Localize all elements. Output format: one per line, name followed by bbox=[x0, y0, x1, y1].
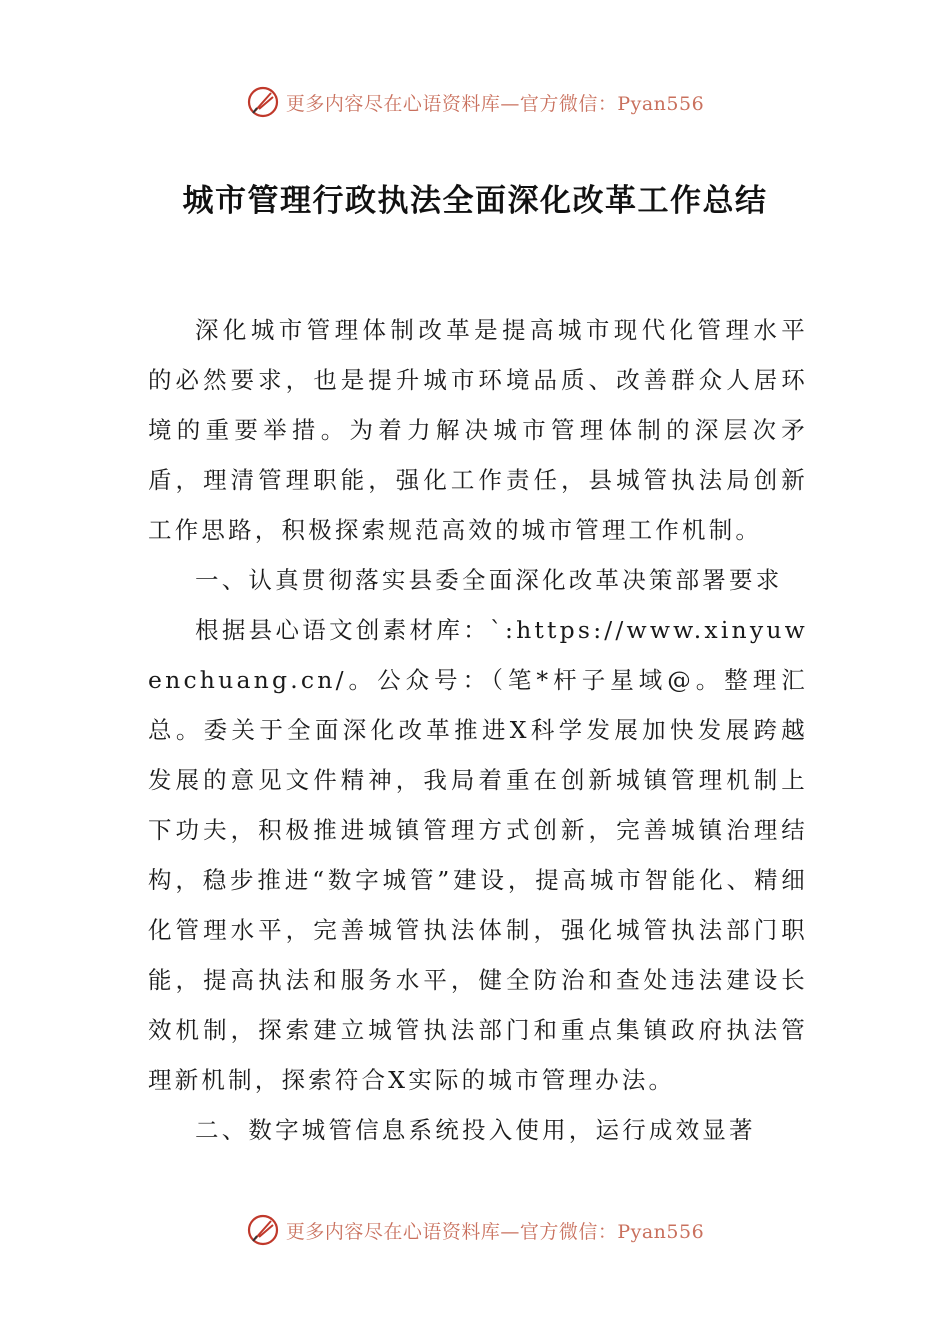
section-heading-2: 二、数字城管信息系统投入使用，运行成效显著 bbox=[195, 1116, 756, 1144]
quill-logo-icon bbox=[246, 1213, 280, 1247]
watermark-text: 更多内容尽在心语资料库—官方微信：Pyan556 bbox=[285, 92, 705, 115]
document-body bbox=[148, 305, 808, 1155]
quill-logo-icon bbox=[246, 85, 280, 119]
paragraph-section-1: 根据县心语文创素材库：`:https://www.xinyuwenchuang.cn/。公众号：（笔*杆子星域@。整理汇总。委关于全面深化改革推进X科学发展加快发展跨越发展的意见文件精神，我局着重在创新城镇管理机制上下功夫，积极推进城镇管理方式创新，完善城镇治理结构，稳步推进“数字城管”建设，提高城市智能化、精细化管理水平，完善城管执法体制，强化城管执法部门职能，提高执法和服务水平，健全防治和查处违法建设长效机制，探索建立城管执法部门和重点集镇政府执法管理新机制，探索符合X实际的城市管理办法。 bbox=[148, 616, 808, 1094]
watermark-text: 更多内容尽在心语资料库—官方微信：Pyan556 bbox=[285, 1220, 705, 1243]
paragraph-intro: 深化城市管理体制改革是提高城市现代化管理水平的必然要求，也是提升城市环境品质、改善群众人居环境的重要举措。为着力解决城市管理体制的深层次矛盾，理清管理职能，强化工作责任，县城管执法局创新工作思路，积极探索规范高效的城市管理工作机制。 bbox=[148, 316, 808, 544]
section-heading-1: 一、认真贯彻落实县委全面深化改革决策部署要求 bbox=[195, 566, 783, 594]
watermark-banner-top bbox=[0, 82, 950, 122]
document-title: 城市管理行政执法全面深化改革工作总结 bbox=[182, 183, 768, 219]
watermark-banner-bottom bbox=[0, 1210, 950, 1250]
